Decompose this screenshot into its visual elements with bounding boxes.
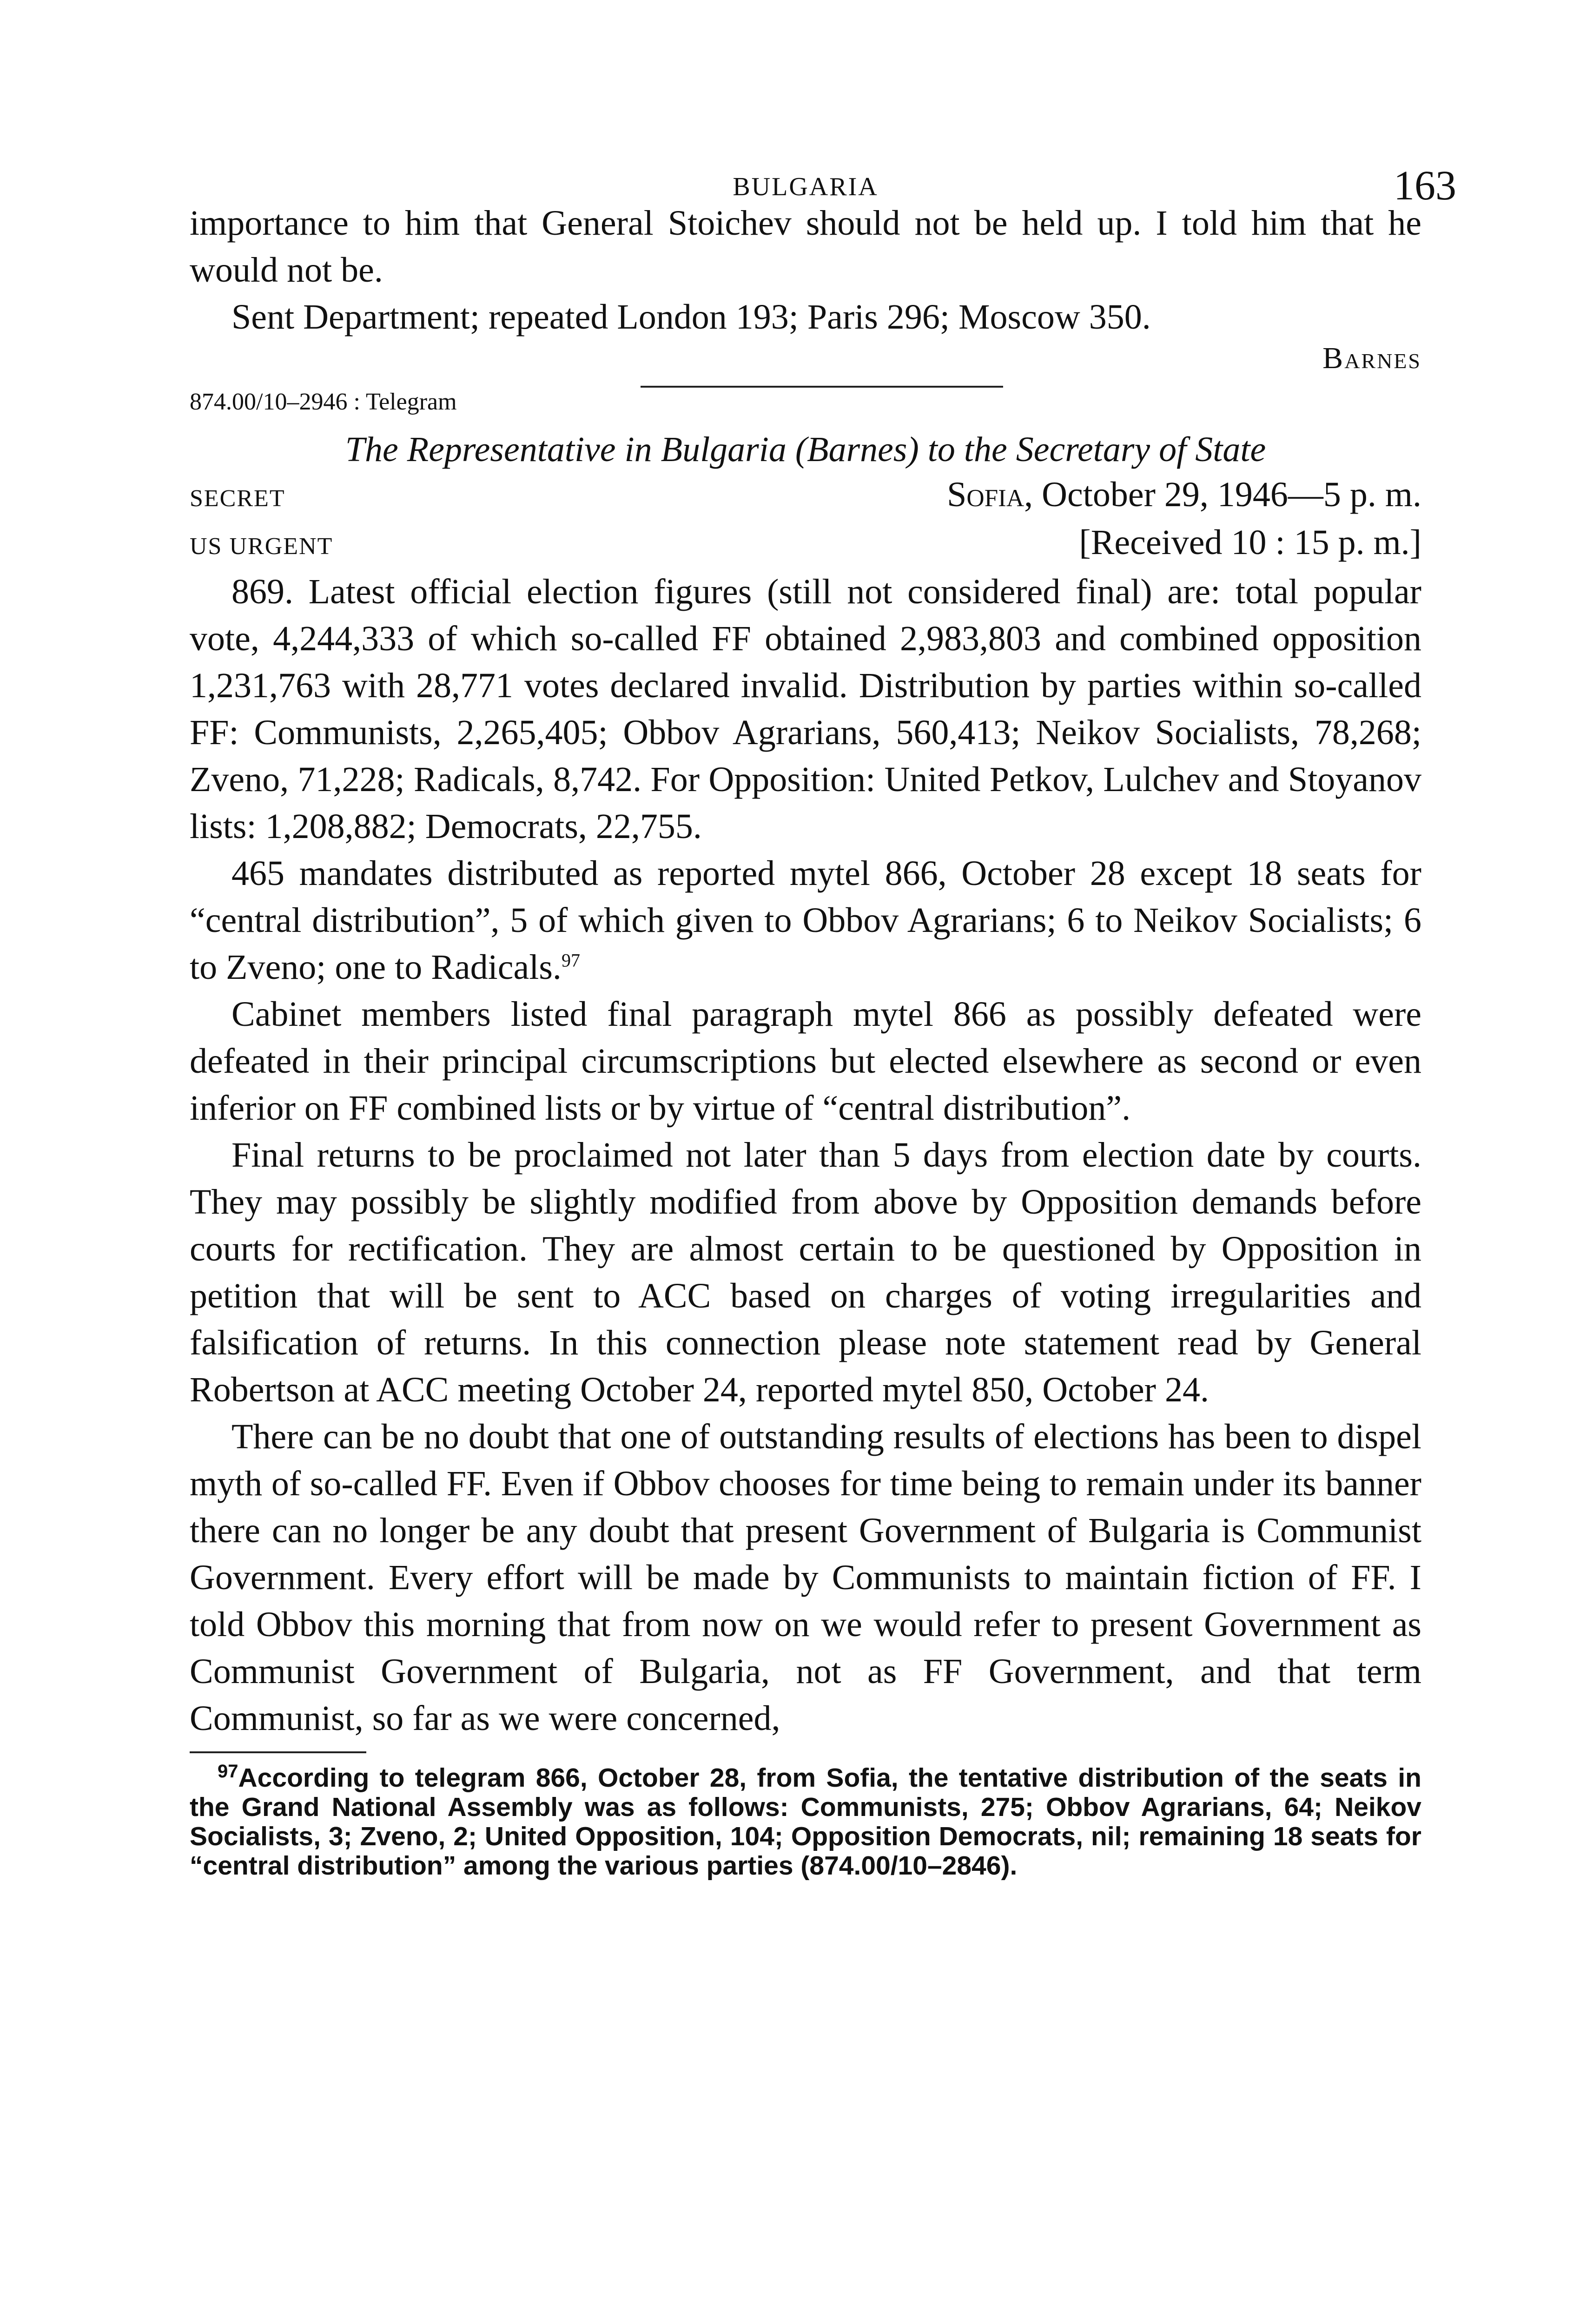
sent-line: Sent Department; repeated London 193; Paris 296; Moscow 350.: [231, 297, 1151, 337]
body-paragraph-text: 465 mandates distributed as reported mytel 866, October 28 except 18 seats for “central distribution”, 5 of which given to Obbov Agrarians; 6 to Neikov Socialists; 6 to Zveno; one to Radicals.: [190, 854, 1421, 987]
body-paragraph: There can be no doubt that one of outstanding results of elections has been to dispel myth of so-called FF. Even if Obbov chooses for time being to remain under its banner there can no longer be any doubt that present Government of Bulgaria is Communist Government. Every effort will be made by Communists to maintain fiction of FF. I told Obbov this morning that from now on we would refer to present Government as Communist Government of Bulgaria, not as FF Government, and that term Communist, so far as we were concerned,: [190, 1417, 1421, 1738]
running-title: BULGARIA: [733, 172, 879, 201]
telegram-header-row-2: [190, 521, 1421, 568]
running-head: [190, 139, 1456, 209]
file-reference: 874.00/10–2946 : Telegram: [190, 389, 457, 415]
telegram-header-row-1: [190, 473, 1421, 521]
body-paragraph: 869. Latest official election figures (still not considered final) are: total popular vote, 4,244,333 of which so-called FF obtained 2,983,803 and combined opposition 1,231,763 with 28,771 votes declared invalid. Distribution by parties within so-called FF: Communists, 2,265,405; Obbov Agrarians, 560,413; Neikov Socialists, 78,268; Zveno, 71,228; Radicals, 8,742. For Opposition: United Petkov, Lulchev and Stoyanov lists: 1,208,882; Democrats, 22,755.: [190, 572, 1421, 846]
signature: Barnes: [1322, 341, 1421, 375]
classification-urgent: US URGENT: [190, 533, 333, 560]
origin-date: , October 29, 1946—5 p. m.: [1024, 475, 1421, 514]
file-line: [190, 383, 1421, 416]
classification-secret: SECRET: [190, 485, 285, 512]
footnote-marker: 97: [218, 1761, 238, 1782]
footnote-reference: 97: [561, 950, 580, 971]
origin-city: Sofia: [947, 475, 1024, 514]
body-paragraph: [190, 850, 1421, 991]
body-paragraph: Cabinet members listed final paragraph mytel 866 as possibly defeated were defeated in their principal circumscriptions but elected elsewhere as second or even inferior on FF combined lists or by virtue of “central distribution”.: [190, 995, 1421, 1128]
section-divider: [641, 386, 1003, 388]
continuation-paragraph: importance to him that General Stoichev should not be held up. I told him that he would not be.: [190, 204, 1421, 290]
received-line: [Received 10 : 15 p. m.]: [1079, 523, 1421, 562]
document-page: [190, 139, 1456, 1881]
document-heading: The Representative in Bulgaria (Barnes) to the Secretary of State: [345, 430, 1266, 469]
footnote-text: According to telegram 866, October 28, from Sofia, the tentative distribution of the seats in the Grand National Assembly was as follows: Communists, 275; Obbov Agrarians, 64; Neikov Socialists, 3; Zveno, 2; United Opposition, 104; Opposition Democrats, nil; remaining 18 seats for “central distribution” among the various parties (874.00/10–2846).: [190, 1763, 1421, 1881]
page-number: 163: [1394, 163, 1456, 209]
footnote: [190, 1763, 1421, 1881]
footnote-divider: [190, 1751, 366, 1753]
dateline: [947, 473, 1421, 517]
body-paragraph: Final returns to be proclaimed not later than 5 days from election date by courts. They may possibly be slightly modified from above by Opposition demands before courts for rectification. They are almost certain to be questioned by Opposition in petition that will be sent to ACC based on charges of voting irregularities and falsification of returns. In this connection please note statement read by General Robertson at ACC meeting October 24, reported mytel 850, October 24.: [190, 1136, 1421, 1409]
